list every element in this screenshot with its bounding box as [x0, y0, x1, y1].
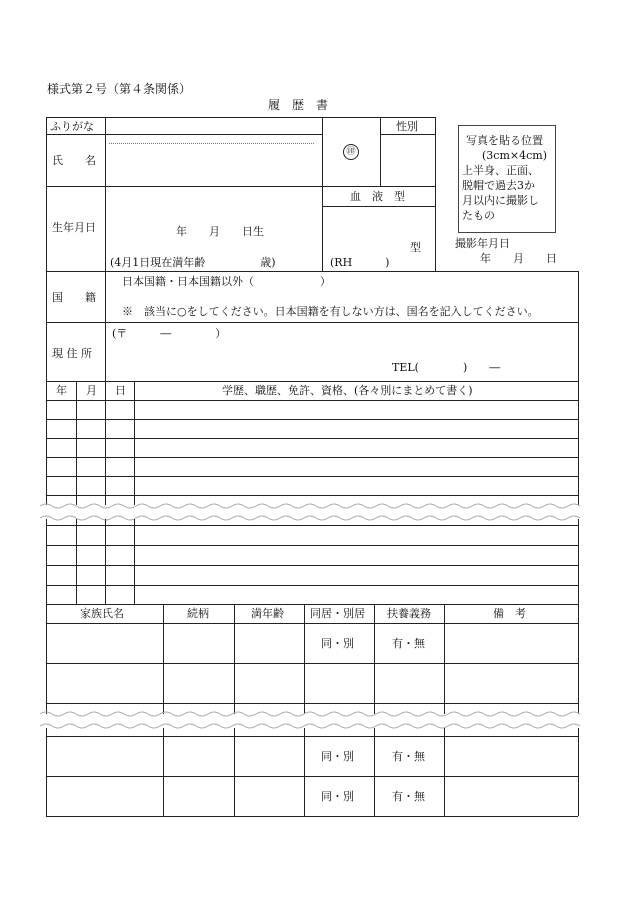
name-label: 氏 名 [52, 154, 96, 167]
photo-size: (3cm×4cm) [482, 149, 547, 162]
family-header-relation: 続柄 [187, 607, 209, 620]
photo-line: 月以内に撮影し [462, 194, 539, 207]
rh-label: (RH ) [330, 256, 390, 269]
photo-line: 上半身、正面、 [462, 164, 539, 177]
photo-line: 脱帽で過去3か [462, 179, 535, 192]
support-choice: 有・無 [392, 750, 425, 763]
history-header-content: 学歴、職歴、免許、資格、(各々別にまとめて書く) [222, 384, 473, 397]
photo-date-label: 撮影年月日 [455, 237, 510, 250]
age-note: (4月1日現在満年齢 歳) [110, 256, 276, 269]
history-header-month: 月 [86, 384, 97, 397]
family-header-notes: 備 考 [493, 607, 526, 620]
postal-code: (〒 ― ） [112, 327, 227, 340]
birthdate-ymd: 年 月 日生 [176, 225, 264, 238]
telephone: TEL( ) ― [392, 361, 501, 374]
photo-line: たもの [462, 209, 495, 222]
blood-type-unit: 型 [410, 241, 421, 254]
family-header-cohabit: 同居・別居 [310, 607, 365, 620]
cohabit-choice: 同・別 [321, 750, 354, 763]
blood-type-label: 血 液 型 [350, 190, 405, 203]
furigana-label: ふりがな [50, 120, 94, 133]
photo-date-ymd: 年 月 日 [480, 252, 557, 265]
history-header-year: 年 [56, 384, 67, 397]
birthdate-label: 生年月日 [52, 221, 96, 234]
photo-title: 写真を貼る位置 [466, 134, 543, 147]
gender-label: 性別 [396, 120, 418, 133]
cohabit-choice: 同・別 [321, 790, 354, 803]
seal-icon: ㊞ [343, 144, 359, 160]
address-label: 現 住 所 [52, 347, 92, 360]
support-choice: 有・無 [392, 637, 425, 650]
form-number: 様式第２号（第４条関係） [47, 82, 192, 96]
family-header-age: 満年齢 [251, 607, 284, 620]
support-choice: 有・無 [392, 790, 425, 803]
nationality-label: 国 籍 [52, 291, 96, 304]
nationality-options: 日本国籍・日本国籍以外（ ） [122, 275, 331, 288]
page-title: 履 歴 書 [268, 98, 329, 112]
history-header-day: 日 [115, 384, 126, 397]
family-header-name: 家族氏名 [80, 607, 124, 620]
family-header-support: 扶養義務 [387, 607, 431, 620]
page-break-wave [40, 502, 585, 526]
page-break-wave [40, 710, 585, 734]
nationality-note: ※ 該当に○をしてください。日本国籍を有しない方は、国名を記入してください。 [122, 305, 539, 318]
cohabit-choice: 同・別 [321, 637, 354, 650]
